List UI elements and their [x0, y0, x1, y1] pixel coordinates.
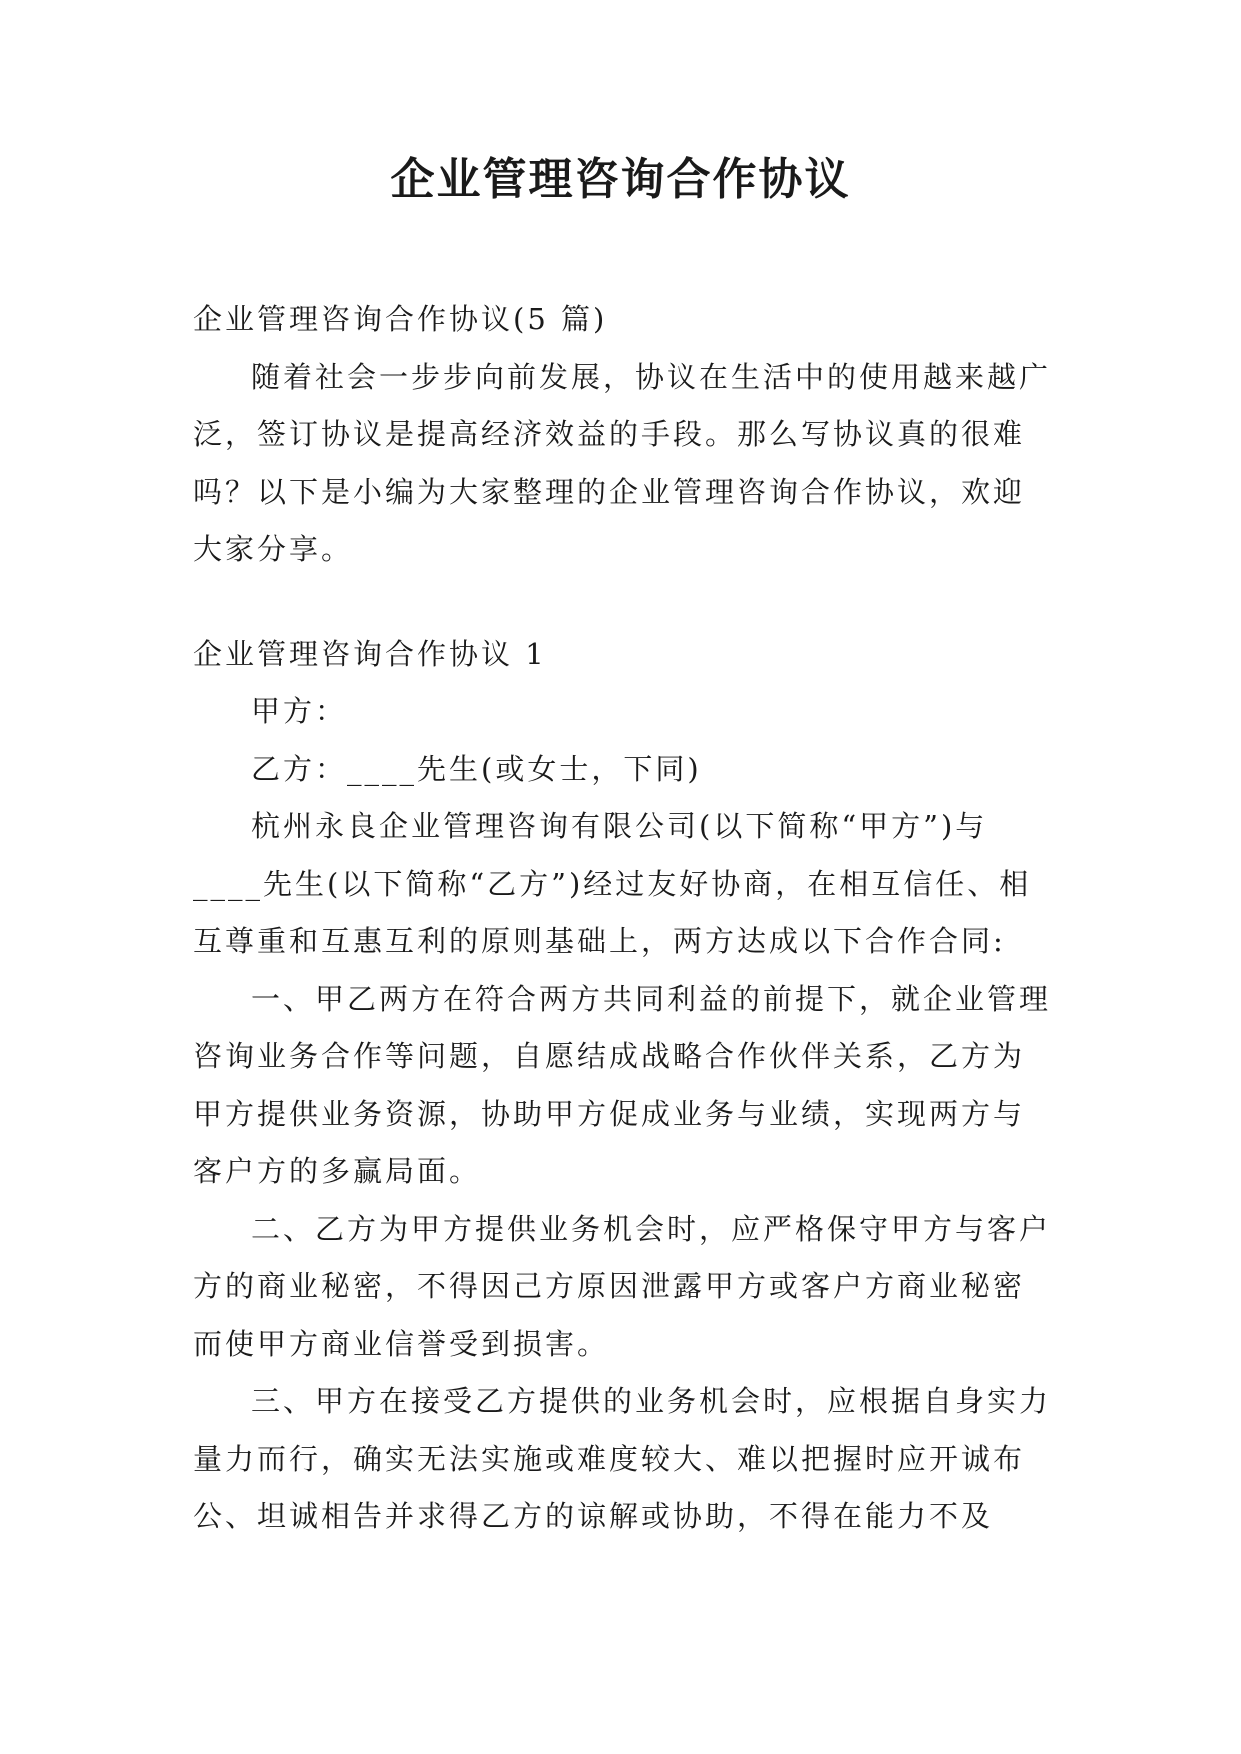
clause-paragraph: 一、甲乙两方在符合两方共同利益的前提下，就企业管理咨询业务合作等问题，自愿结成战略合作伙伴关系，乙方为甲方提供业务资源，协助甲方促成业务与业绩，实现两方与客户方的多赢局面。 — [193, 981, 1052, 1188]
document-subtitle: 企业管理咨询合作协议(5 篇) — [193, 302, 608, 336]
section-heading: 企业管理咨询合作协议 1 — [193, 636, 547, 671]
document-body — [193, 291, 1053, 1546]
party-b-line: 乙方：____先生(或女士，下同) — [251, 751, 702, 786]
paragraph-gap — [193, 579, 1053, 626]
clause-paragraph: 二、乙方为甲方提供业务机会时，应严格保守甲方与客户方的商业秘密，不得因己方原因泄露甲方或客户方商业秘密而使甲方商业信誉受到损害。 — [193, 1211, 1052, 1361]
clause-paragraph: 三、甲方在接受乙方提供的业务机会时，应根据自身实力量力而行，确实无法实施或难度较大、难以把握时应开诚布公、坦诚相告并求得乙方的谅解或协助，不得在能力不及 — [193, 1384, 1052, 1533]
preamble-paragraph: 杭州永良企业管理咨询有限公司(以下简称“甲方”)与____先生(以下简称“乙方”)经过友好协商，在相互信任、相互尊重和互惠互利的原则基础上，两方达成以下合作合同: — [193, 809, 1032, 958]
party-a-line: 甲方： — [251, 694, 348, 728]
document-title: 企业管理咨询合作协议 — [390, 154, 851, 205]
intro-paragraph: 随着社会一步步向前发展，协议在生活中的使用越来越广泛，签订协议是提高经济效益的手段。那么写协议真的很难吗？以下是小编为大家整理的企业管理咨询合作协议，欢迎大家分享。 — [193, 359, 1052, 566]
